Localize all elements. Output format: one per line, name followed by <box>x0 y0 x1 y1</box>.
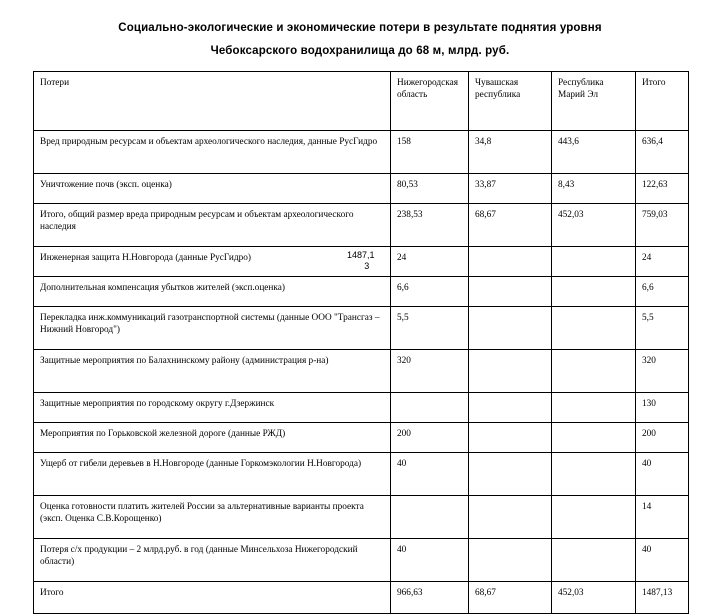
cell-nizhny: 6,6 <box>391 277 469 307</box>
cell-mariel <box>552 307 636 350</box>
cell-total: 122,63 <box>636 174 689 204</box>
cell-nizhny: 320 <box>391 350 469 393</box>
cell-chuvash <box>469 496 552 539</box>
cell-total: 6,6 <box>636 277 689 307</box>
cell-chuvash: 34,8 <box>469 131 552 174</box>
cell-total: 130 <box>636 393 689 423</box>
cell-nizhny: 80,53 <box>391 174 469 204</box>
cell-nizhny <box>391 393 469 423</box>
table-row <box>34 131 689 174</box>
cell-mariel: 452,03 <box>552 204 636 247</box>
table-header-row <box>34 72 689 131</box>
table-row <box>34 204 689 247</box>
row-label: Защитные мероприятия по Балахнинскому району (администрация р-на) <box>34 350 391 393</box>
grand-total-nizhny: 966,63 <box>391 582 469 614</box>
cell-chuvash <box>469 539 552 582</box>
row-label: Оценка готовности платить жителей России за альтернативные варианты проекта (эксп. Оценка С.В.Корощенко) <box>34 496 391 539</box>
cell-chuvash <box>469 393 552 423</box>
losses-table-container <box>33 71 688 614</box>
cell-chuvash <box>469 453 552 496</box>
row-label: Дополнительная компенсация убытков жителей (эксп.оценка) <box>34 277 391 307</box>
table-row <box>34 247 689 277</box>
cell-total: 200 <box>636 423 689 453</box>
row-label: Защитные мероприятия по городскому округу г.Дзержинск <box>34 393 391 423</box>
column-header-mari-el-republic: Республика Марий Эл <box>552 72 636 131</box>
losses-table <box>33 71 689 614</box>
cell-total: 759,03 <box>636 204 689 247</box>
table-row <box>34 423 689 453</box>
cell-nizhny: 40 <box>391 453 469 496</box>
table-row <box>34 277 689 307</box>
cell-chuvash: 68,67 <box>469 204 552 247</box>
table-row <box>34 350 689 393</box>
grand-total-row <box>34 582 689 614</box>
cell-chuvash <box>469 307 552 350</box>
table-row <box>34 393 689 423</box>
column-header-chuvash-republic: Чувашская республика <box>469 72 552 131</box>
row-label: Потеря с/х продукции – 2 млрд.руб. в год (данные Минсельхоза Нижегородский области) <box>34 539 391 582</box>
row-label: Ущерб от гибели деревьев в Н.Новгороде (данные Горкомэкологии Н.Новгорода) <box>34 453 391 496</box>
row-label: Уничтожение почв (эксп. оценка) <box>34 174 391 204</box>
cell-total: 24 <box>636 247 689 277</box>
table-row <box>34 174 689 204</box>
stray-annotation-sub: 3 <box>364 261 370 271</box>
stray-annotation-main: 1487,1 <box>347 250 375 260</box>
cell-mariel <box>552 496 636 539</box>
row-label: Итого, общий размер вреда природным ресурсам и объектам археологического наследия <box>34 204 391 247</box>
cell-chuvash <box>469 277 552 307</box>
cell-chuvash: 33,87 <box>469 174 552 204</box>
cell-mariel <box>552 423 636 453</box>
cell-nizhny: 238,53 <box>391 204 469 247</box>
cell-mariel <box>552 539 636 582</box>
row-label: Перекладка инж.коммуникаций газотранспортной системы (данные ООО "Трансгаз – Нижний Новгород") <box>34 307 391 350</box>
cell-nizhny: 24 <box>391 247 469 277</box>
title-line-2: Чебоксарского водохранилища до 68 м, млрд. руб. <box>210 45 510 57</box>
cell-mariel <box>552 393 636 423</box>
cell-mariel <box>552 453 636 496</box>
cell-chuvash <box>469 350 552 393</box>
cell-total: 40 <box>636 539 689 582</box>
row-label: Мероприятия по Горьковской железной дороге (данные РЖД) <box>34 423 391 453</box>
table-row <box>34 539 689 582</box>
column-header-nizhny-oblast: Нижегородская область <box>391 72 469 131</box>
cell-mariel: 8,43 <box>552 174 636 204</box>
grand-total-mariel: 452,03 <box>552 582 636 614</box>
table-row <box>34 496 689 539</box>
cell-nizhny <box>391 496 469 539</box>
cell-total: 636,4 <box>636 131 689 174</box>
cell-mariel <box>552 350 636 393</box>
cell-chuvash <box>469 247 552 277</box>
cell-total: 5,5 <box>636 307 689 350</box>
column-header-losses: Потери <box>34 72 391 131</box>
cell-nizhny: 200 <box>391 423 469 453</box>
cell-total: 14 <box>636 496 689 539</box>
row-label: Вред природным ресурсам и объектам археологического наследия, данные РусГидро <box>34 131 391 174</box>
cell-mariel: 443,6 <box>552 131 636 174</box>
grand-total-chuvash: 68,67 <box>469 582 552 614</box>
cell-chuvash <box>469 423 552 453</box>
cell-total: 40 <box>636 453 689 496</box>
table-row <box>34 453 689 496</box>
cell-mariel <box>552 277 636 307</box>
row-label: Инженерная защита Н.Новгорода (данные РусГидро) <box>34 247 391 277</box>
cell-nizhny: 5,5 <box>391 307 469 350</box>
title-line-1: Социально-экологические и экономические потери в результате поднятия уровня <box>118 22 602 34</box>
cell-nizhny: 158 <box>391 131 469 174</box>
grand-total-label: Итого <box>34 582 391 614</box>
grand-total-total: 1487,13 <box>636 582 689 614</box>
cell-total: 320 <box>636 350 689 393</box>
page-title <box>0 0 720 63</box>
column-header-total: Итого <box>636 72 689 131</box>
cell-mariel <box>552 247 636 277</box>
table-row <box>34 307 689 350</box>
cell-nizhny: 40 <box>391 539 469 582</box>
